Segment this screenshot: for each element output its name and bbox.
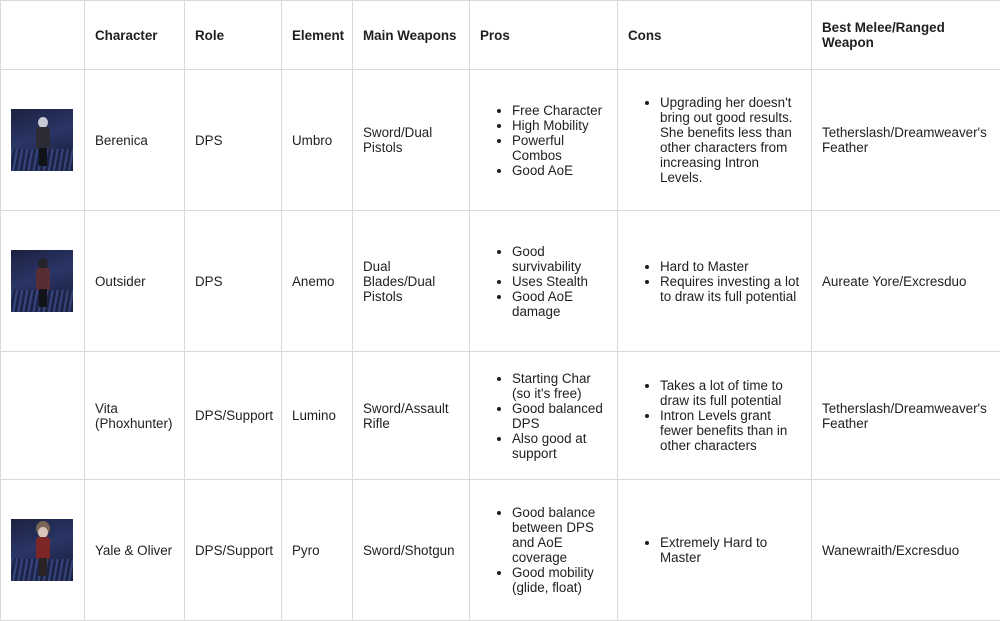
cons-list — [628, 535, 801, 565]
main-weapons-cell: Sword/Shotgun — [353, 480, 470, 621]
portrait-cell — [1, 70, 85, 211]
pros-cell — [470, 211, 618, 352]
table-row — [1, 211, 1000, 352]
cons-list — [628, 95, 801, 185]
cons-cell — [618, 211, 812, 352]
main-weapons-cell: Sword/Assault Rifle — [353, 352, 470, 480]
cons-item: • Takes a lot of time to draw its full potential — [660, 378, 801, 408]
pros-item: • Good mobility (glide, float) — [512, 565, 607, 595]
pros-item: • Free Character — [512, 103, 607, 118]
element-cell: Anemo — [282, 211, 353, 352]
cons-item: • Intron Levels grant fewer benefits than in other characters — [660, 408, 801, 453]
cons-cell — [618, 70, 812, 211]
pros-item: • Good AoE — [512, 163, 607, 178]
header-character: Character — [85, 1, 185, 70]
character-name: Outsider — [85, 211, 185, 352]
table-row — [1, 70, 1000, 211]
pros-item: • High Mobility — [512, 118, 607, 133]
berenica-portrait — [11, 109, 73, 171]
cons-item: • Requires investing a lot to draw its full potential — [660, 274, 801, 304]
header-main-weapons: Main Weapons — [353, 1, 470, 70]
character-name: Yale & Oliver — [85, 480, 185, 621]
table-row — [1, 480, 1000, 621]
pros-item: • Starting Char (so it's free) — [512, 371, 607, 401]
pros-item: • Uses Stealth — [512, 274, 607, 289]
cons-item: • Upgrading her doesn't bring out good results. She benefits less than other characters from increasing Intron Levels. — [660, 95, 801, 185]
character-name: Vita (Phoxhunter) — [85, 352, 185, 480]
role-cell: DPS/Support — [185, 480, 282, 621]
pros-cell — [470, 352, 618, 480]
pros-item: • Good AoE damage — [512, 289, 607, 319]
cons-list — [628, 259, 801, 304]
header-cons: Cons — [618, 1, 812, 70]
pros-list — [480, 505, 607, 595]
portrait-cell — [1, 352, 85, 480]
header-row — [1, 1, 1000, 70]
header-best-weapon: Best Melee/Ranged Weapon — [812, 1, 1000, 70]
yale-oliver-portrait — [11, 519, 73, 581]
element-cell: Lumino — [282, 352, 353, 480]
element-cell: Pyro — [282, 480, 353, 621]
best-weapon-cell: Tetherslash/Dreamweaver's Feather — [812, 70, 1000, 211]
cons-cell — [618, 352, 812, 480]
cons-item: • Extremely Hard to Master — [660, 535, 801, 565]
pros-cell — [470, 480, 618, 621]
role-cell: DPS/Support — [185, 352, 282, 480]
portrait-cell — [1, 480, 85, 621]
element-cell: Umbro — [282, 70, 353, 211]
table-row — [1, 352, 1000, 480]
outsider-portrait — [11, 250, 73, 312]
pros-cell — [470, 70, 618, 211]
cons-item: • Hard to Master — [660, 259, 801, 274]
best-weapon-cell: Tetherslash/Dreamweaver's Feather — [812, 352, 1000, 480]
pros-item: • Good balanced DPS — [512, 401, 607, 431]
cons-cell — [618, 480, 812, 621]
main-weapons-cell: Sword/Dual Pistols — [353, 70, 470, 211]
role-cell: DPS — [185, 211, 282, 352]
header-element: Element — [282, 1, 353, 70]
portrait-cell — [1, 211, 85, 352]
pros-item: • Powerful Combos — [512, 133, 607, 163]
pros-item: • Also good at support — [512, 431, 607, 461]
main-weapons-cell: Dual Blades/Dual Pistols — [353, 211, 470, 352]
best-weapon-cell: Wanewraith/Excresduo — [812, 480, 1000, 621]
pros-list — [480, 244, 607, 319]
pros-list — [480, 371, 607, 461]
header-role: Role — [185, 1, 282, 70]
role-cell: DPS — [185, 70, 282, 211]
best-weapon-cell: Aureate Yore/Excresduo — [812, 211, 1000, 352]
cons-list — [628, 378, 801, 453]
pros-list — [480, 103, 607, 178]
pros-item: • Good balance between DPS and AoE coverage — [512, 505, 607, 565]
header-portrait — [1, 1, 85, 70]
pros-item: • Good survivability — [512, 244, 607, 274]
character-name: Berenica — [85, 70, 185, 211]
header-pros: Pros — [470, 1, 618, 70]
